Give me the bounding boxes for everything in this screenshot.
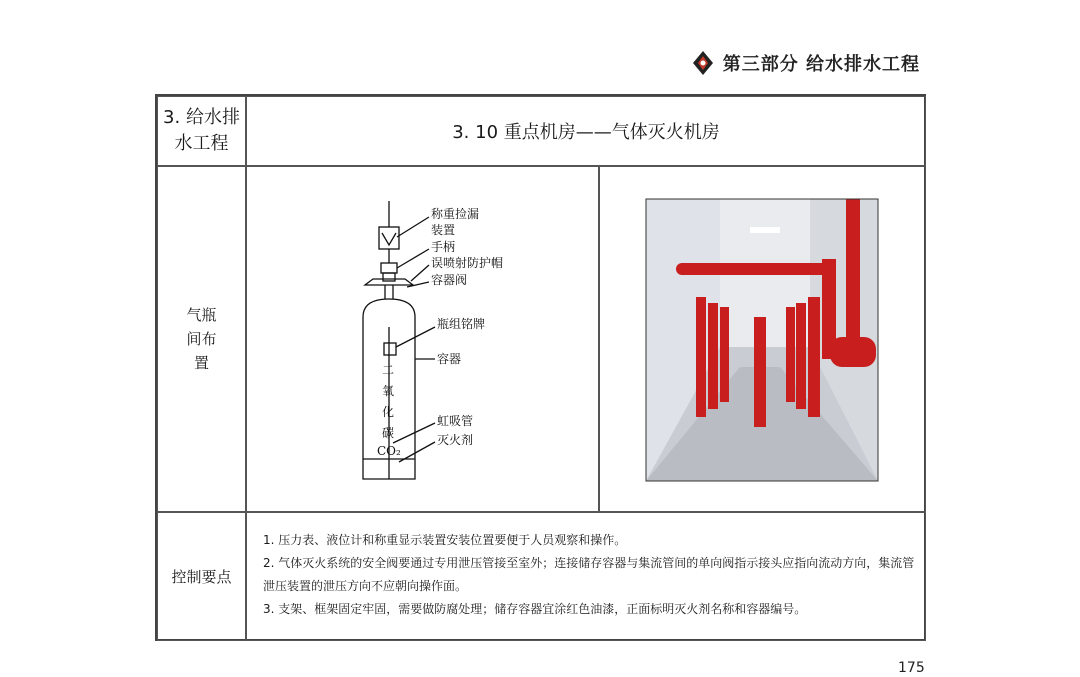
label-valve: 容器阀	[431, 273, 468, 287]
protective-cap	[365, 279, 413, 285]
row-label-control: 控制要点	[157, 512, 246, 641]
page-title: 3. 10 重点机房——气体灭火机房	[246, 96, 926, 166]
body-char-3: 化	[382, 405, 395, 419]
row-label-layout-text: 气瓶间布置	[186, 306, 217, 372]
label-weighing: 称重捡漏	[431, 207, 480, 221]
label-container: 容器	[437, 352, 462, 366]
photo-illustration	[600, 167, 925, 511]
content-table	[155, 94, 926, 641]
control-point: 1. 压力表、液位计和称重显示装置安装位置要便于人员观察和操作。	[263, 533, 627, 547]
label-agent: 灭火剂	[437, 433, 474, 447]
cylinder-diagram	[246, 166, 599, 512]
body-char-2: 氧	[382, 384, 395, 398]
section-label: 3. 给水排水工程	[157, 96, 246, 166]
nameplate-box	[384, 343, 396, 355]
label-weighing-2: 装置	[431, 223, 456, 237]
cylinder-room-photo	[599, 166, 926, 512]
body-char-4: 碳	[382, 426, 395, 440]
handle-shape	[381, 263, 397, 273]
label-nameplate: 瓶组铭牌	[437, 317, 486, 331]
label-siphon: 虹吸管	[437, 414, 474, 428]
page-number: 175	[898, 660, 925, 676]
body-char-1: 二	[382, 363, 395, 377]
company-logo-icon	[691, 50, 715, 76]
control-points	[246, 512, 926, 641]
part-title: 第三部分 给水排水工程	[722, 54, 920, 75]
part-header	[691, 50, 920, 76]
label-cap: 误喷射防护帽	[431, 256, 504, 270]
row-label-layout	[157, 166, 246, 512]
body-char-5: CO₂	[377, 444, 401, 458]
control-point: 2. 气体灭火系统的安全阀要通过专用泄压管接至室外；连接储存容器与集流管间的单向阀指示接头应指向流动方向，集流管泄压装置的泄压方向不应朝向操作面。	[263, 556, 915, 593]
control-point: 3. 支架、框架固定牢固，需要做防腐处理；储存容器宜涂红色油漆，正面标明灭火剂名称和容器编号。	[263, 602, 807, 616]
label-handle: 手柄	[431, 240, 456, 254]
cylinder-diagram-svg	[247, 167, 598, 511]
